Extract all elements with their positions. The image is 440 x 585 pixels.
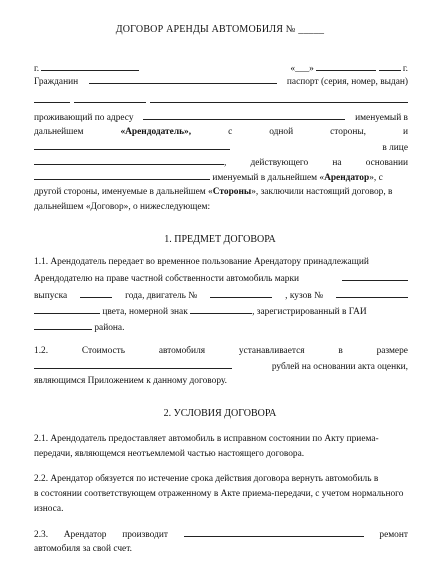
blank-line xyxy=(34,94,70,103)
preamble-line-4: дальнейшем «Арендодатель», с одной стороны, и xyxy=(34,127,408,137)
p11-line-1: 1.1. Арендодатель передает во временное пользование Арендатору принадлежащий xyxy=(34,257,369,267)
preamble-line-7 xyxy=(34,171,408,184)
blank-line xyxy=(379,62,401,71)
section-1-heading: 1. ПРЕДМЕТ ДОГОВОРА xyxy=(164,234,276,245)
p22-line-1: 2.2. Арендатор обязуется по истечение срока действия договора вернуть автомобиль в xyxy=(34,474,379,484)
arendator-clause: именуемый в дальнейшем «Арендатор», с xyxy=(212,173,383,183)
preamble-line-9: дальнейшем «Договор», о нижеследующем: xyxy=(34,202,211,212)
blank-line xyxy=(34,360,232,369)
preamble-line-6: , действующего на основании xyxy=(34,156,408,169)
p11-line-5: района. xyxy=(34,321,408,334)
p22-line-2: в состоянии соответствующем отраженному в Акте приема-передачи, с учетом нормального xyxy=(34,489,404,499)
blank-line xyxy=(80,289,112,298)
blank-with-comma: , xyxy=(34,156,226,169)
blank-line xyxy=(336,289,408,298)
p12-line-1: 1.2. Стоимость автомобиля устанавливается в размере xyxy=(34,346,408,356)
section-2-heading: 2. УСЛОВИЯ ДОГОВОРА xyxy=(163,408,277,419)
header-line xyxy=(34,62,408,75)
p22-line-3: износа. xyxy=(34,504,64,514)
preamble-line-2 xyxy=(34,94,408,103)
blank-line xyxy=(34,141,230,150)
blank-line xyxy=(89,75,277,84)
p11-line-4: цвета, номерной знак , зарегистрированный в ГАИ xyxy=(34,305,408,318)
p21-line-1: 2.1. Арендодатель предоставляет автомобиль в исправном состоянии по Акту приема- xyxy=(34,434,379,444)
document-title: ДОГОВОР АРЕНДЫ АВТОМОБИЛЯ № _____ xyxy=(115,24,325,35)
blank-line xyxy=(190,305,252,314)
blank-line xyxy=(34,156,224,165)
blank-line xyxy=(34,305,100,314)
p12-line-2: рублей на основании акта оценки, xyxy=(34,360,408,373)
preamble-line-8: другой стороны, именуемые в дальнейшем «Стороны», заключили настоящий договор, в xyxy=(34,187,393,197)
blank-line xyxy=(150,94,408,103)
p12-line-3: являющимся Приложением к данному договору. xyxy=(34,376,227,386)
blank-line xyxy=(41,62,139,71)
city-field: г. xyxy=(34,62,139,75)
blank-line xyxy=(74,94,146,103)
p11-line-3: выпуска года, двигатель № , кузов № xyxy=(34,289,408,302)
preamble-line-5: в лице xyxy=(34,141,408,154)
p11-line-2: Арендодателю на праве частной собственности автомобиль марки xyxy=(34,272,408,285)
p23-line-1: 2.3. Арендатор производит ремонт xyxy=(34,530,408,540)
blank-line xyxy=(143,111,345,120)
blank-line xyxy=(316,62,376,71)
preamble-line-3: проживающий по адресу именуемый в xyxy=(34,113,408,123)
p21-line-2: передачи, являющемся неотъемлемой частью настоящего договора. xyxy=(34,449,305,459)
blank-line xyxy=(34,321,92,330)
blank-line xyxy=(184,528,364,537)
preamble-line-1: Гражданин паспорт (серия, номер, выдан) xyxy=(34,77,408,87)
blank-line xyxy=(210,289,272,298)
p23-line-2: автомобиля за свой счет. xyxy=(34,544,132,554)
blank-line xyxy=(34,171,210,180)
blank-line xyxy=(342,272,408,281)
date-field: «___» г. xyxy=(290,64,408,74)
